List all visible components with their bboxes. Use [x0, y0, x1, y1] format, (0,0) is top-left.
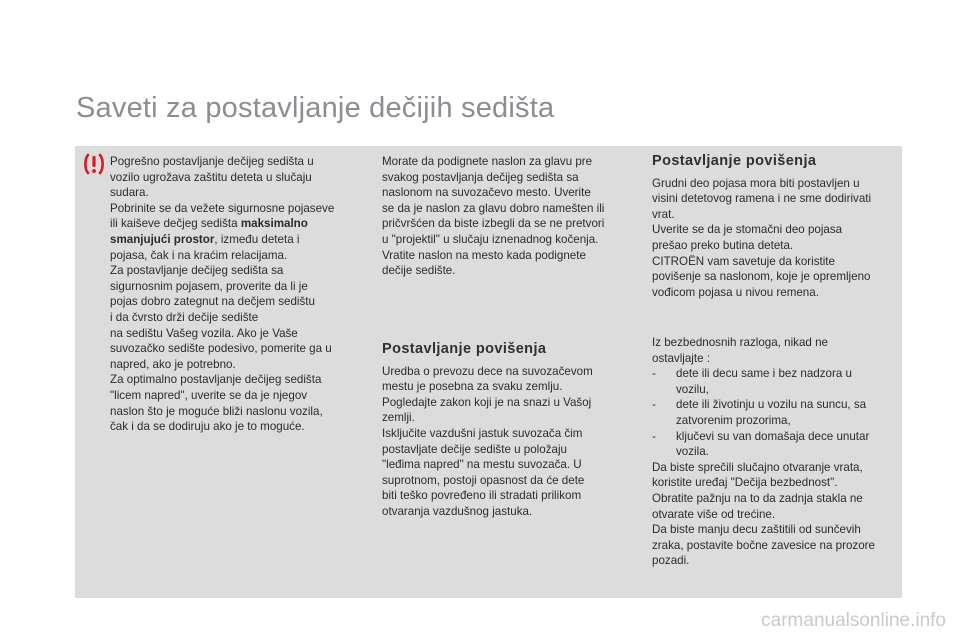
booster-section-2 — [652, 154, 871, 300]
text-line: Grudni deo pojasa mora biti postavljen u — [652, 176, 860, 190]
text-line: naslonom na suvozačevo mesto. Uverite — [382, 186, 591, 200]
text-line: Pogledajte zakon koji je na snazi u Vašoj — [382, 395, 592, 409]
text-line: i da čvrsto drži dečije sedište — [110, 310, 259, 324]
list-dash: - — [652, 367, 656, 381]
list-item — [652, 429, 875, 445]
text-line: sigurnosnim pojasem, proverite da li je — [110, 279, 308, 293]
text-line: Pogrešno postavljanje dečijeg sedišta u — [110, 155, 314, 168]
text-line: prešao preko butina deteta. — [652, 238, 794, 252]
text-line: na sedištu Vašeg vozila. Ako je Vaše — [110, 326, 298, 340]
page-title: Saveti za postavljanje dečijih sedišta — [76, 92, 555, 124]
text-line: Da biste manju decu zaštitili od sunčevih — [652, 523, 861, 537]
text-line: suvozačko sedište podesivo, pomerite ga u — [110, 342, 332, 356]
text-line: svakog postavljanja dečijeg sedišta sa — [382, 170, 579, 184]
text-line: Pobrinite se da vežete sigurnosne pojaseve — [110, 201, 335, 215]
section-heading: Postavljanje povišenja — [382, 341, 547, 357]
content-panel — [75, 146, 902, 598]
booster-section-1 — [382, 342, 593, 520]
text-line: mestu je posebna za svaku zemlju. — [382, 380, 563, 394]
text-line — [110, 216, 334, 232]
text-line: pričvršćen da biste izbegli da se ne pretvori — [382, 217, 605, 231]
text-line: pojasa, čak i na kraćim relacijama. — [110, 248, 288, 262]
text-line: u "projektil" u slučaju iznenadnog kočenja. — [382, 232, 599, 246]
text-line: visini detetovog ramena i ne sme dodirivati — [652, 192, 872, 206]
text-line: otvarate više od trećine. — [652, 507, 776, 521]
text-line: Za optimalno postavljanje dečijeg sedišta — [110, 373, 322, 387]
text-line: Morate da podignete naslon za glavu pre — [382, 155, 593, 168]
text-line: Uredba o prevozu dece na suvozačevom — [382, 364, 593, 378]
text-line: čak i da se dodiruju ako je to moguće. — [110, 420, 305, 434]
text-line: vrat. — [652, 207, 675, 221]
text-line: pozadi. — [652, 554, 690, 568]
list-item-text: dete ili decu same i bez nadzora u — [676, 367, 852, 381]
safety-section — [652, 335, 875, 569]
text-line: Obratite pažnju na to da zadnja stakla ne — [652, 491, 863, 505]
list-item-continuation: zatvorenim prozorima, — [676, 413, 791, 427]
text-line: Da biste sprečili slučajno otvaranje vrata, — [652, 460, 863, 474]
emphasis-text: maksimalno — [240, 217, 308, 231]
text-line: dečije sedište. — [382, 264, 456, 278]
text-line: povišenje sa naslonom, koje je opremljeno — [652, 270, 871, 284]
text-line: se da je naslon za glavu dobro namešten ili — [382, 201, 605, 215]
text-line: suprotnom, postoji opasnost da će dete — [382, 473, 585, 487]
text-line: "leđima napred" na mestu suvozača. U — [382, 458, 582, 472]
headrest-text-column — [382, 154, 604, 279]
text-span: ili kaiševe dečjeg sedišta — [110, 217, 241, 231]
text-line: CITROËN vam savetuje da koristite — [652, 254, 835, 268]
emphasis-text: smanjujući prostor — [110, 232, 215, 246]
text-line: vozilo ugrožava zaštitu deteta u slučaju — [110, 170, 312, 184]
text-line: biti teško povređeno ili stradati prilikom — [382, 489, 582, 503]
text-line: ostavljajte : — [652, 351, 710, 365]
text-line: naslon što je moguće bliži naslonu vozila, — [110, 404, 323, 418]
list-dash: - — [652, 429, 656, 443]
warning-exclamation-icon — [83, 153, 105, 175]
list-item-continuation: vozilu, — [676, 382, 709, 396]
text-line: koristite uređaj "Dečija bezbednost". — [652, 476, 838, 490]
list-item-text: ključevi su van domašaja dece unutar — [676, 429, 870, 443]
list-item — [652, 397, 875, 413]
list-item — [652, 366, 875, 382]
list-item-continuation: vozila. — [676, 445, 709, 459]
text-line: postavljate dečije sedište u položaju — [382, 442, 567, 456]
text-span: , između deteta i — [214, 232, 300, 246]
text-line: napred, ako je potrebno. — [110, 357, 236, 371]
section-heading: Postavljanje povišenja — [652, 153, 817, 169]
text-line — [110, 232, 334, 248]
text-line: otvaranja vazdušnog jastuka. — [382, 504, 533, 518]
text-line: sudara. — [110, 186, 149, 200]
text-line: Za postavljanje dečijeg sedišta sa — [110, 264, 284, 278]
text-line: Isključite vazdušni jastuk suvozača čim — [382, 426, 583, 440]
text-line: zemlji. — [382, 411, 415, 425]
watermark: carmanualsonline.info — [761, 610, 946, 631]
text-line: "licem napred", uverite se da je njegov — [110, 388, 308, 402]
text-line: pojas dobro zategnut na dečjem sedištu — [110, 295, 315, 309]
text-line: zraka, postavite bočne zavesice na prozore — [652, 538, 875, 552]
text-line: Vratite naslon na mesto kada podignete — [382, 248, 586, 262]
text-line: Iz bezbednosnih razloga, nikad ne — [652, 336, 828, 349]
list-item-text: dete ili životinju u vozilu na suncu, sa — [676, 398, 867, 412]
text-line: vođicom pojasa u nivou remena. — [652, 285, 819, 299]
warning-text-column — [110, 154, 334, 435]
list-dash: - — [652, 398, 656, 412]
text-line: Uverite se da je stomačni deo pojasa — [652, 223, 843, 237]
